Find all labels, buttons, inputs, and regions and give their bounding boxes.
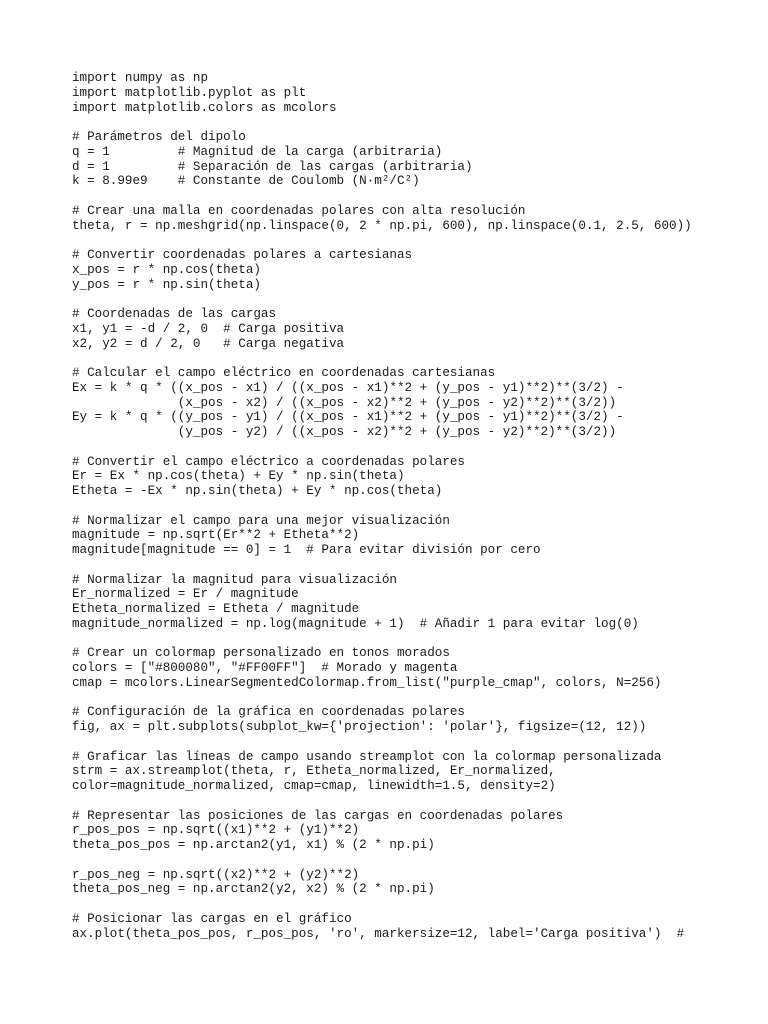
code-line: x1, y1 = -d / 2, 0 # Carga positiva [72,321,345,336]
code-line: (y_pos - y2) / ((x_pos - x2)**2 + (y_pos - y2)**2)**(3/2)) [72,425,617,439]
code-line: d = 1 # Separación de las cargas (arbitraria) [72,159,473,174]
code-line: Er_normalized = Er / magnitude [72,587,299,602]
code-line [72,189,692,204]
code-line [72,292,692,307]
code-line: r_pos_neg = np.sqrt((x2)**2 + (y2)**2) [72,867,360,882]
code-line: import matplotlib.colors as mcolors [72,100,337,115]
code-line: ax.plot(theta_pos_pos, r_pos_pos, 'ro', markersize=12, label='Carga positiva') # [72,926,685,941]
code-line: # Graficar las líneas de campo usando streamplot con la colormap personalizada [72,749,662,764]
code-block [72,71,692,941]
code-line: # Calcular el campo eléctrico en coordenadas cartesianas [72,366,496,380]
code-line: # Convertir coordenadas polares a cartesianas [72,248,413,262]
code-line: colors = ["#800080", "#FF00FF"] # Morado y magenta [72,661,458,675]
code-line: magnitude_normalized = np.log(magnitude + 1) # Añadir 1 para evitar log(0) [72,616,639,631]
code-line: # Configuración de la gráfica en coordenadas polares [72,705,465,720]
code-line: # Convertir el campo eléctrico a coordenadas polares [72,454,465,469]
code-line: r_pos_pos = np.sqrt((x1)**2 + (y1)**2) [72,823,360,838]
code-line [72,351,692,366]
code-line: Etheta = -Ex * np.sin(theta) + Ey * np.cos(theta) [72,484,443,498]
code-line: import matplotlib.pyplot as plt [72,85,307,100]
code-line: (x_pos - x2) / ((x_pos - x2)**2 + (y_pos - y2)**2)**(3/2)) [72,395,617,410]
code-line: fig, ax = plt.subplots(subplot_kw={'projection': 'polar'}, figsize=(12, 12)) [72,720,647,734]
code-line: color=magnitude_normalized, cmap=cmap, linewidth=1.5, density=2) [72,779,556,793]
code-line: Er = Ex * np.cos(theta) + Ey * np.sin(theta) [72,469,405,484]
code-line: import numpy as np [72,71,209,85]
code-line [72,558,692,573]
code-line: q = 1 # Magnitud de la carga (arbitraria) [72,144,443,159]
code-line: magnitude = np.sqrt(Er**2 + Etheta**2) [72,528,360,543]
code-line: strm = ax.streamplot(theta, r, Etheta_normalized, Er_normalized, [72,764,556,779]
code-line: # Coordenadas de las cargas [72,307,277,321]
code-line: Ex = k * q * ((x_pos - x1) / ((x_pos - x1)**2 + (y_pos - y1)**2)**(3/2) - [72,380,624,395]
code-line [72,853,692,868]
code-line: # Crear una malla en coordenadas polares con alta resolución [72,203,526,218]
code-line [72,499,692,514]
code-line: k = 8.99e9 # Constante de Coulomb (N·m²/C²) [72,174,420,189]
code-line: # Normalizar la magnitud para visualización [72,572,397,587]
code-line: magnitude[magnitude == 0] = 1 # Para evitar división por cero [72,543,541,557]
code-line [72,897,692,912]
code-line: theta_pos_pos = np.arctan2(y1, x1) % (2 * np.pi) [72,838,435,852]
code-line [72,440,692,455]
code-line [72,794,692,809]
code-line: Etheta_normalized = Etheta / magnitude [72,602,360,616]
code-line [72,115,692,130]
code-line: cmap = mcolors.LinearSegmentedColormap.from_list("purple_cmap", colors, N=256) [72,675,662,690]
code-line: theta, r = np.meshgrid(np.linspace(0, 2 * np.pi, 600), np.linspace(0.1, 2.5, 600)) [72,218,692,233]
code-line: # Parámetros del dipolo [72,130,246,144]
code-line [72,233,692,248]
code-line: x_pos = r * np.cos(theta) [72,262,261,277]
code-line: Ey = k * q * ((y_pos - y1) / ((x_pos - x1)**2 + (y_pos - y1)**2)**(3/2) - [72,410,624,425]
code-line [72,691,692,706]
code-line: # Representar las posiciones de las cargas en coordenadas polares [72,808,564,823]
code-line [72,735,692,750]
code-line: # Normalizar el campo para una mejor visualización [72,513,450,528]
code-line: # Crear un colormap personalizado en tonos morados [72,646,450,661]
code-line: # Posicionar las cargas en el gráfico [72,911,352,926]
code-line: theta_pos_neg = np.arctan2(y2, x2) % (2 * np.pi) [72,882,435,897]
code-line [72,632,692,647]
code-line: x2, y2 = d / 2, 0 # Carga negativa [72,336,345,351]
code-line: y_pos = r * np.sin(theta) [72,277,261,292]
